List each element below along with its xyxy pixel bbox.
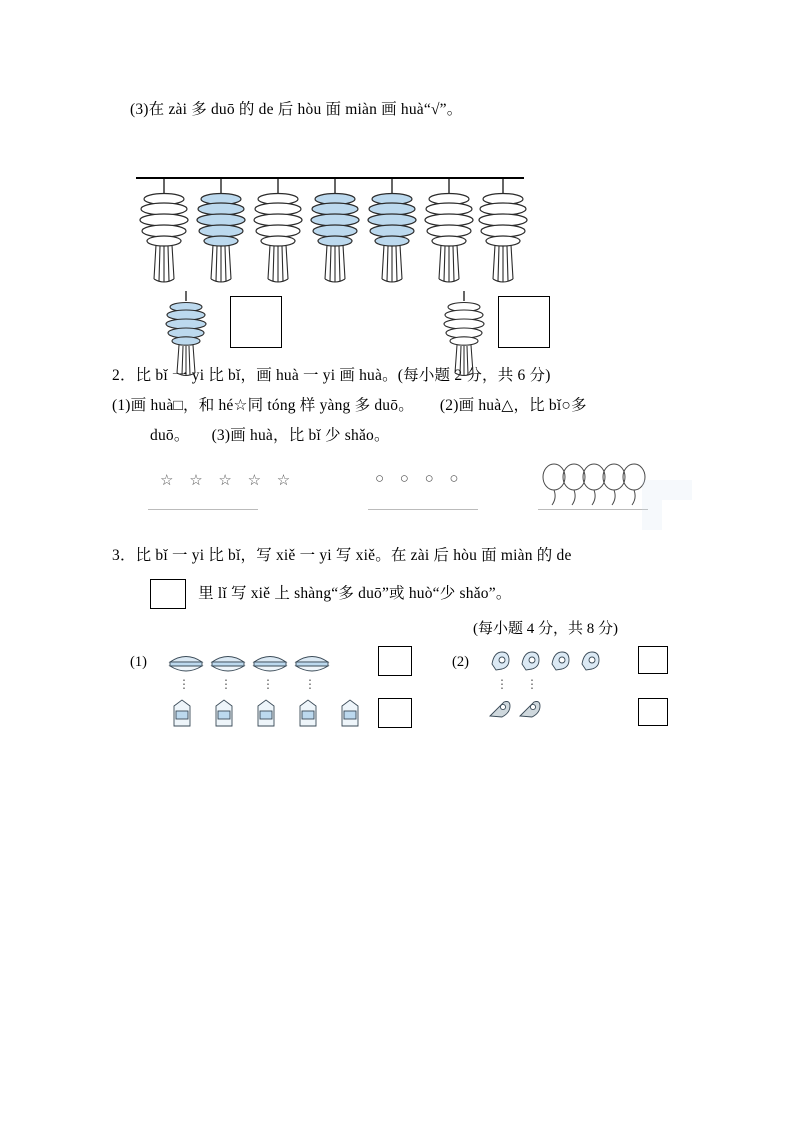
lantern-white-7 <box>475 179 531 289</box>
milk-row <box>166 696 366 735</box>
lantern-blue-4 <box>307 179 363 289</box>
question-2-shapes-row <box>130 461 670 523</box>
question-2-subs-line2 <box>150 421 670 451</box>
whistle-row-top <box>486 646 616 681</box>
dots-col-1: ⋮ <box>178 677 191 692</box>
answer-box-1a[interactable] <box>378 646 412 676</box>
answer-box-1b[interactable] <box>378 698 412 728</box>
dots-col-5: ⋮ <box>496 677 509 692</box>
dots-col-6: ⋮ <box>526 677 539 692</box>
circles-group: ○ ○ ○ ○ <box>375 471 465 487</box>
item-2-label: (2) <box>452 654 469 671</box>
lantern-sample-right <box>436 291 492 381</box>
answer-box-2b[interactable] <box>638 698 668 726</box>
answer-box-right[interactable] <box>498 296 550 348</box>
question-2-sub2: (2)画 huà△，比 bǐ○多 <box>439 397 587 414</box>
question-3-items <box>130 644 670 774</box>
lantern-blue-2 <box>193 179 249 289</box>
abacus-figure-group <box>130 131 670 361</box>
burger-row <box>166 650 356 681</box>
question-2-sub2-cont: duō。 <box>150 427 190 444</box>
question-2-title: 比 bǐ 一 yi 比 bǐ，画 huà 一 yi 画 huà。(每小题 2 分，共 6 分) <box>135 367 551 384</box>
question-2-subs-line1 <box>112 391 670 421</box>
question-2-sub3: (3)画 huà，比 bǐ 少 shǎo。 <box>211 427 390 444</box>
lantern-sample-left <box>158 291 214 381</box>
lantern-blue-5 <box>364 179 420 289</box>
write-answer-box[interactable] <box>150 579 186 609</box>
question-3-line2 <box>150 579 670 609</box>
whistle-row-bottom <box>486 696 556 731</box>
dots-col-2: ⋮ <box>220 677 233 692</box>
lantern-white-6 <box>421 179 477 289</box>
stars-group: ☆ ☆ ☆ ☆ ☆ <box>160 473 297 489</box>
question-3-number: 3． <box>112 547 136 564</box>
answer-rule-2[interactable] <box>368 509 478 510</box>
watermark-decoration <box>632 470 702 540</box>
question-2-sub1: (1)画 huà□，和 hé☆同 tóng 样 yàng 多 duō。 <box>112 397 414 414</box>
item-1-label: (1) <box>130 654 147 671</box>
worksheet-content <box>112 95 670 774</box>
question-3-line2-text: 里 lǐ 写 xiě 上 shàng“多 duō”或 huò“少 shǎo”。 <box>198 585 512 602</box>
answer-rule-1[interactable] <box>148 509 258 510</box>
answer-box-left[interactable] <box>230 296 282 348</box>
question-1-3-text: (3)在 zài 多 duō 的 de 后 hòu 面 miàn 画 huà“√”。 <box>130 101 463 118</box>
question-2-number: 2． <box>112 367 136 384</box>
lantern-white-3 <box>250 179 306 289</box>
answer-box-2a[interactable] <box>638 646 668 674</box>
dots-col-4: ⋮ <box>304 677 317 692</box>
question-3-score: (每小题 4 分，共 8 分) <box>473 621 618 638</box>
question-3-heading <box>112 541 670 571</box>
dots-col-3: ⋮ <box>262 677 275 692</box>
lantern-white-1 <box>136 179 192 289</box>
question-3-title: 比 bǐ 一 yi 比 bǐ，写 xiě 一 yi 写 xiě。在 zài 后 hòu 面 miàn 的 de <box>135 547 572 564</box>
